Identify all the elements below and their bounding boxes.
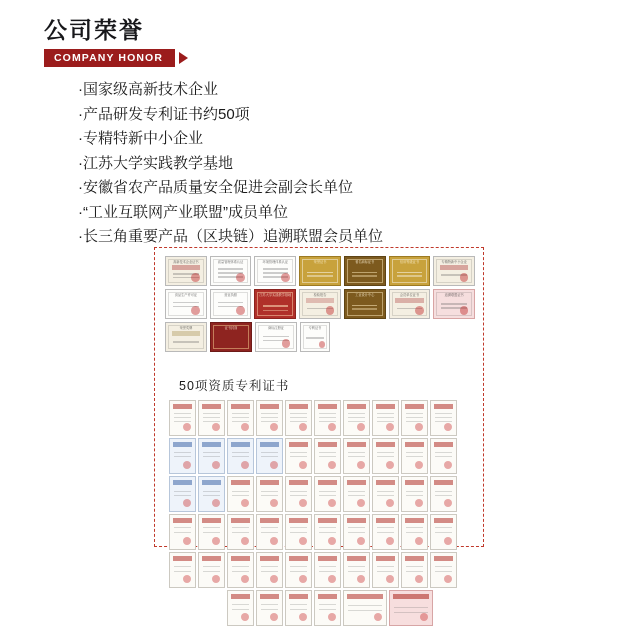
patent-thumbnail (169, 438, 196, 474)
patent-thumbnail (314, 476, 341, 512)
list-item: ·国家级高新技术企业 (78, 81, 218, 98)
list-item: ·专精特新中小企业 (78, 130, 203, 147)
page-title: 公司荣誉 (44, 17, 144, 43)
certificate-label: 专精特新中小企业 (441, 259, 467, 264)
patent-thumbnail (198, 438, 225, 474)
certificate-thumbnail (255, 322, 297, 352)
patent-thumbnail (430, 400, 457, 436)
certificate-label: 检验报告 (313, 292, 327, 297)
patent-thumbnail (430, 438, 457, 474)
honor-list (78, 78, 598, 250)
certificate-label: 质量管理体系认证 (217, 259, 244, 264)
certificate-label: 荣誉证书 (313, 259, 327, 264)
patent-thumbnail (227, 552, 254, 588)
patent-thumbnail (372, 514, 399, 550)
patent-thumbnail (285, 438, 312, 474)
patent-thumbnail (372, 438, 399, 474)
certificate-thumbnail (300, 322, 330, 352)
patent-thumbnail (256, 438, 283, 474)
patent-thumbnail-wide (343, 590, 387, 626)
patent-thumbnail (227, 476, 254, 512)
certificate-row (165, 256, 475, 286)
patent-thumbnail (256, 514, 283, 550)
certificate-label: 追溯联盟证书 (444, 292, 464, 297)
patent-thumbnail (169, 400, 196, 436)
certificate-label: 信用等级证书 (399, 259, 420, 264)
patent-thumbnail (314, 400, 341, 436)
patent-thumbnail (256, 476, 283, 512)
patent-thumbnail (198, 400, 225, 436)
patent-thumbnail (314, 514, 341, 550)
certificate-thumbnail (210, 322, 252, 352)
certificate-label: 证书封面 (224, 325, 238, 330)
patent-thumbnail (227, 400, 254, 436)
patent-thumbnail (343, 400, 370, 436)
patent-thumbnail (372, 552, 399, 588)
patent-thumbnail (198, 552, 225, 588)
patent-thumbnail (401, 400, 428, 436)
page-header (44, 16, 284, 67)
certificate-label: 专利证书 (308, 325, 322, 330)
certificate-label: 工业设计中心 (355, 292, 375, 297)
certificate-thumbnail (299, 256, 341, 286)
certificate-thumbnail (165, 289, 207, 319)
patent-thumbnail (227, 514, 254, 550)
patent-thumbnail (169, 476, 196, 512)
patent-thumbnail (430, 552, 457, 588)
certificate-thumbnail (344, 289, 386, 319)
certificate-label: 商标注册证 (268, 325, 284, 330)
patent-thumbnail (169, 514, 196, 550)
patent-thumbnail (343, 514, 370, 550)
certificate-gallery (165, 256, 475, 355)
header-subtitle-bar (44, 49, 284, 67)
patent-thumbnail (343, 438, 370, 474)
list-item: ·长三角重要产品（区块链）追溯联盟会员单位 (78, 228, 383, 245)
certificate-panel (154, 247, 484, 547)
certificate-thumbnail (254, 289, 296, 319)
certificate-label: 高新技术企业证书 (173, 259, 199, 264)
patent-thumbnail (343, 476, 370, 512)
patent-thumbnail (401, 514, 428, 550)
patent-thumbnail (256, 552, 283, 588)
certificate-thumbnail (389, 289, 431, 319)
patent-thumbnail (285, 476, 312, 512)
certificate-row (165, 289, 475, 319)
certificate-row (165, 322, 475, 352)
patent-thumbnail (285, 400, 312, 436)
patent-thumbnail (430, 476, 457, 512)
header-subtitle: COMPANY HONOR (44, 49, 175, 67)
certificate-thumbnail (165, 322, 207, 352)
certificate-thumbnail (210, 289, 252, 319)
patent-thumbnail (372, 476, 399, 512)
patent-thumbnail (314, 438, 341, 474)
patent-thumbnail (198, 476, 225, 512)
patent-thumbnail (227, 438, 254, 474)
certificate-thumbnail (299, 289, 341, 319)
certificate-thumbnail (210, 256, 252, 286)
certificate-label: 著名商标证书 (355, 259, 375, 264)
patent-thumbnail (401, 476, 428, 512)
patent-thumbnail (430, 514, 457, 550)
patent-thumbnail (198, 514, 225, 550)
patent-thumbnail (314, 590, 341, 626)
certificate-thumbnail (254, 256, 296, 286)
certificate-thumbnail (433, 289, 475, 319)
panel-caption: 50项资质专利证书 (179, 379, 290, 393)
patent-thumbnail (401, 438, 428, 474)
arrow-right-icon (179, 52, 188, 64)
certificate-thumbnail (165, 256, 207, 286)
patent-thumbnail (169, 552, 196, 588)
patent-thumbnail (343, 552, 370, 588)
certificate-label: 营业执照 (224, 292, 237, 297)
patent-thumbnail (227, 590, 254, 626)
patent-thumbnail (372, 400, 399, 436)
certificate-thumbnail (389, 256, 431, 286)
patent-thumbnail (256, 400, 283, 436)
certificate-thumbnail (344, 256, 386, 286)
patent-thumbnail (314, 552, 341, 588)
patent-thumbnail-certificate (389, 590, 433, 626)
certificate-label: 江苏大学实践教学基地 (259, 292, 292, 297)
certificate-label: 食品生产许可证 (174, 292, 198, 297)
certificate-label: 环境管理体系认证 (262, 259, 289, 264)
list-item: ·产品研发专利证书约50项 (78, 105, 250, 123)
list-item: ·江苏大学实践教学基地 (78, 154, 233, 172)
certificate-label: 荣誉奖牌 (179, 325, 193, 330)
patent-thumbnail (285, 590, 312, 626)
list-item: ·安徽省农产品质量安全促进会副会长单位 (78, 179, 353, 196)
patent-thumbnail (256, 590, 283, 626)
patent-thumbnail (285, 514, 312, 550)
patent-thumbnail (285, 552, 312, 588)
patent-grid (169, 400, 471, 626)
list-item: ·“工业互联网产业联盟”成员单位 (78, 203, 288, 221)
patent-thumbnail (401, 552, 428, 588)
certificate-label: 会员单位证书 (399, 292, 420, 297)
certificate-thumbnail (433, 256, 475, 286)
